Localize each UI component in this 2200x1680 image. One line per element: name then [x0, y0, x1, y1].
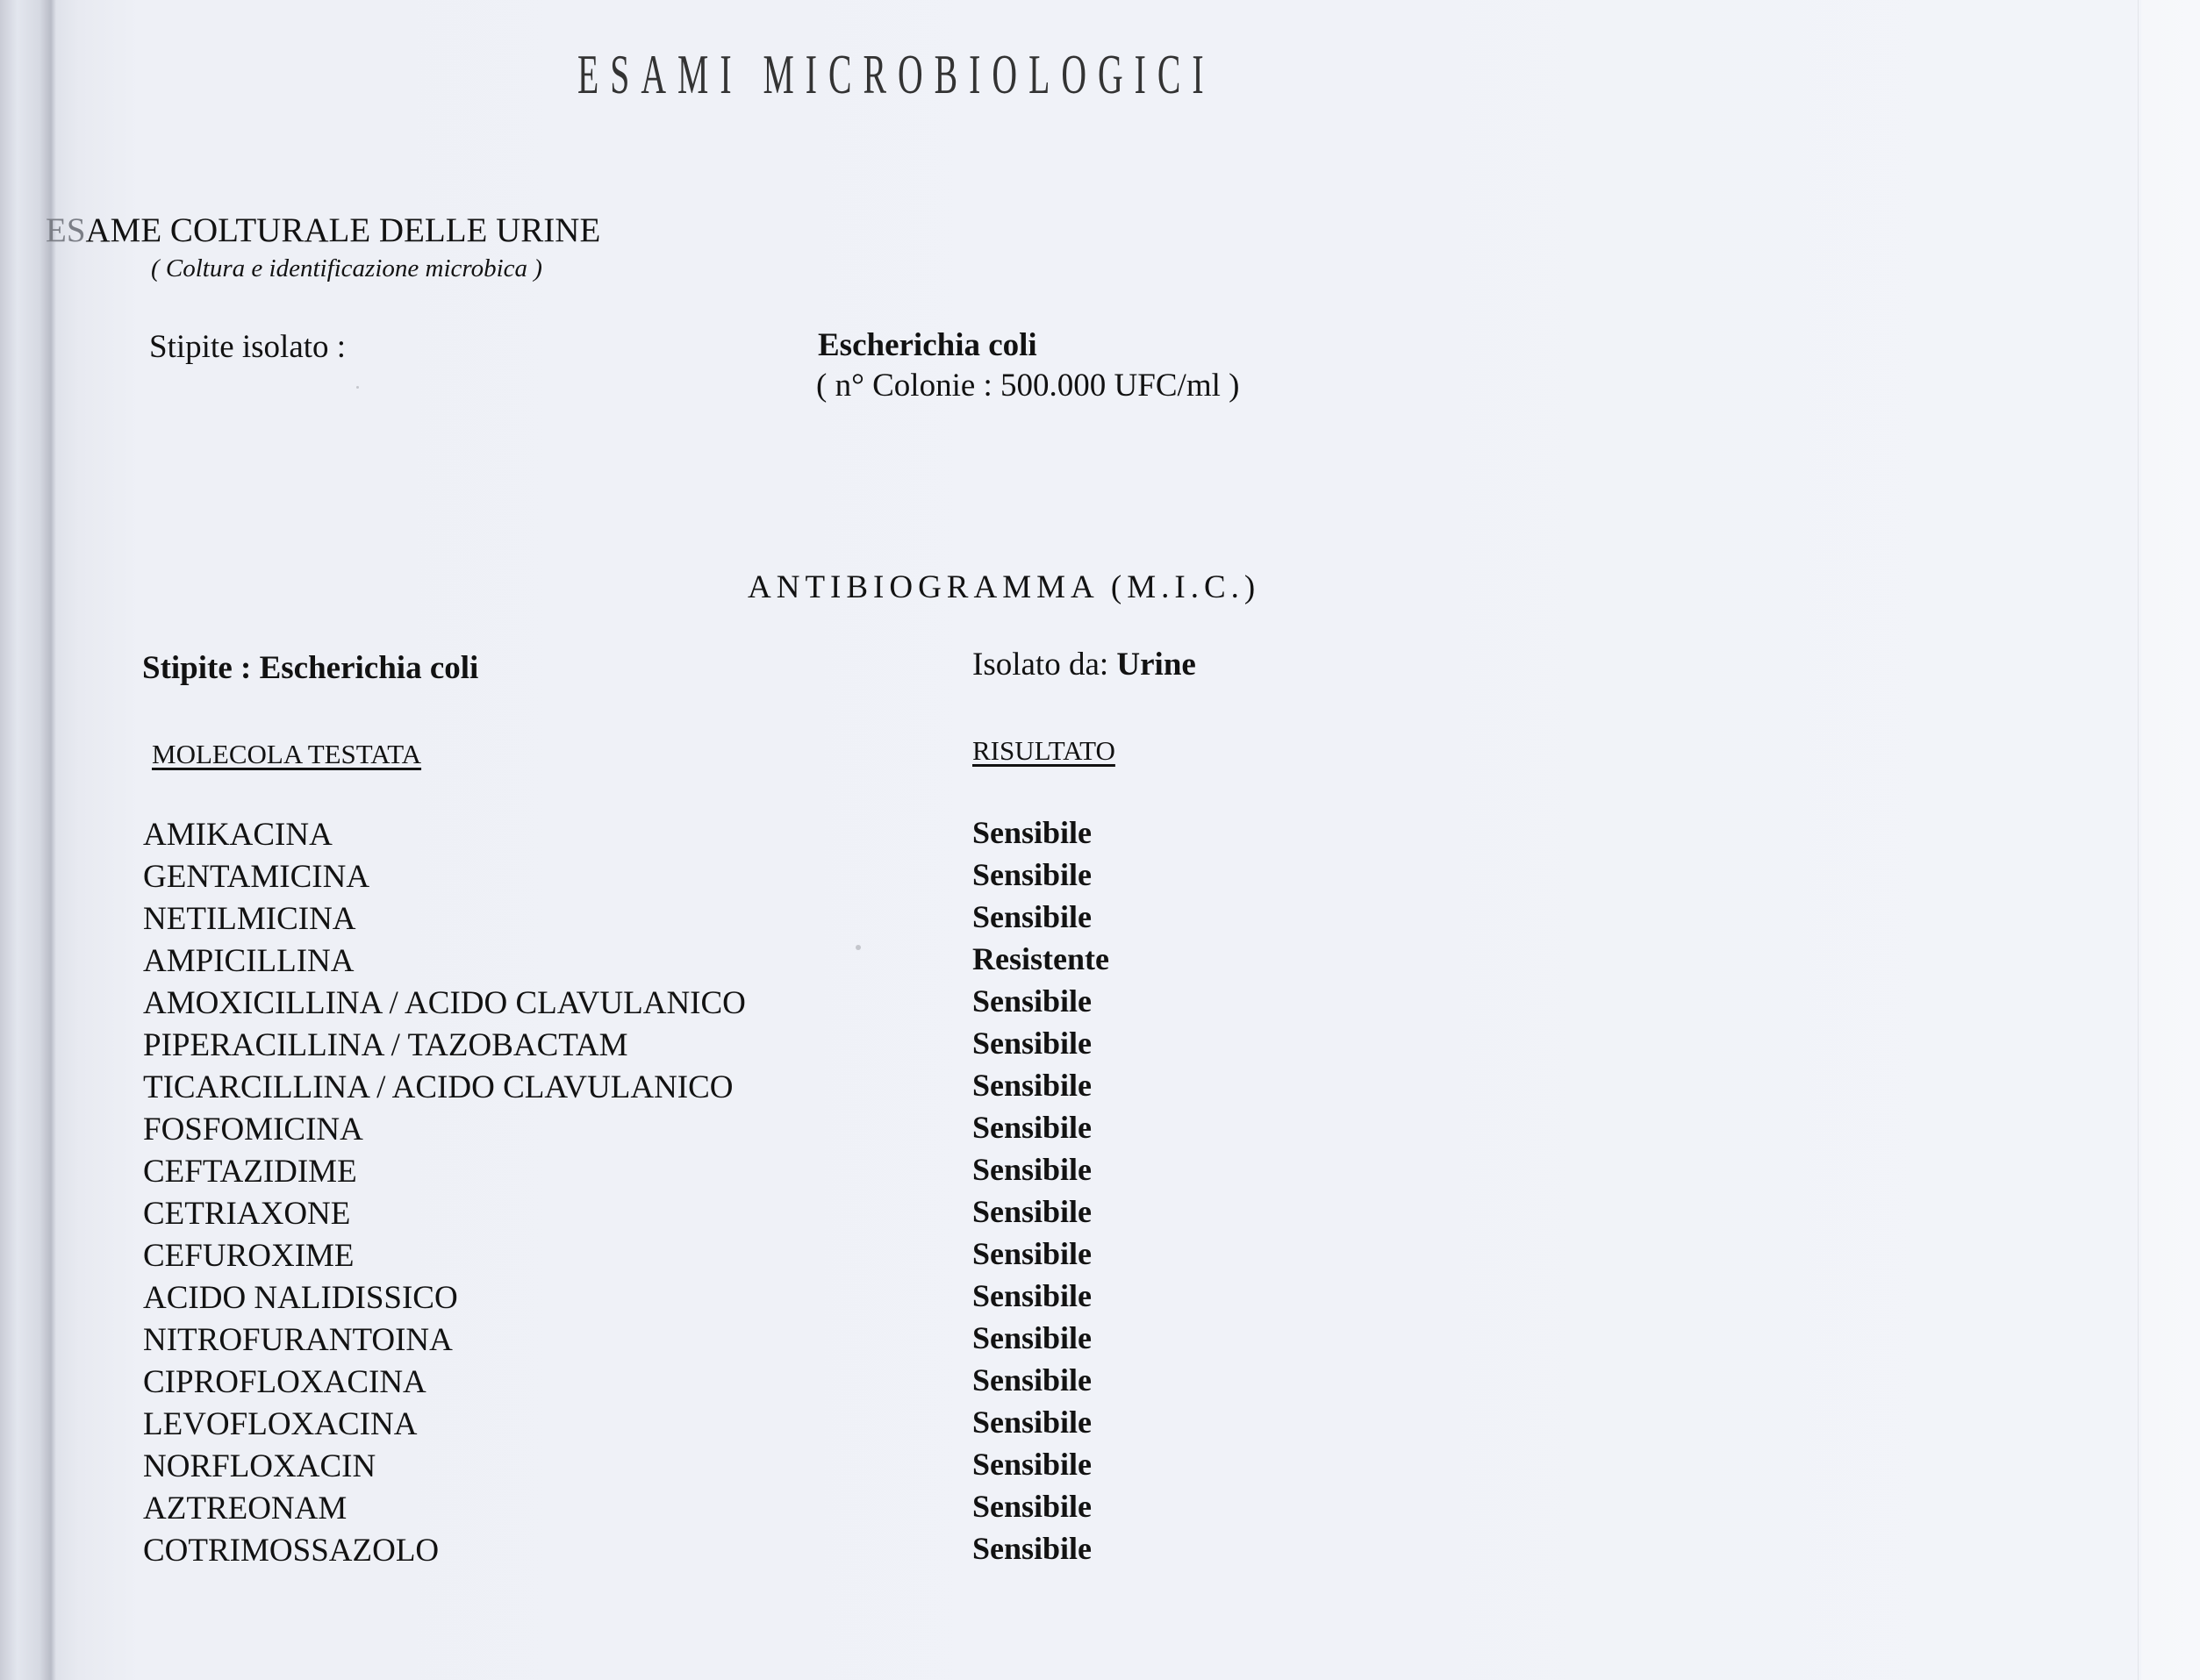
source-value: Urine — [1116, 647, 1196, 683]
result-value: Sensibile — [972, 1447, 1093, 1482]
table-row — [0, 1069, 2200, 1111]
molecule-name: CIPROFLOXACINA — [143, 1364, 426, 1400]
molecule-name: ACIDO NALIDISSICO — [143, 1280, 458, 1316]
molecule-name: GENTAMICINA — [143, 859, 370, 895]
table-row — [0, 816, 2200, 858]
result-value: Sensibile — [972, 857, 1093, 892]
table-row — [0, 1448, 2200, 1490]
table-row — [0, 1279, 2200, 1321]
molecule-name: NORFLOXACIN — [143, 1448, 376, 1484]
section-title — [46, 211, 600, 250]
table-row — [0, 1405, 2200, 1448]
table-row — [0, 858, 2200, 900]
result-value: Resistente — [972, 941, 1109, 976]
section-title-text: AME COLTURALE DELLE URINE — [85, 211, 601, 249]
molecule-name: CEFUROXIME — [143, 1238, 355, 1274]
column-header-molecule: MOLECOLA TESTATA — [152, 739, 422, 769]
molecule-name: AMOXICILLINA / ACIDO CLAVULANICO — [143, 985, 746, 1021]
result-value: Sensibile — [972, 1152, 1093, 1187]
molecule-name: CETRIAXONE — [143, 1196, 351, 1232]
isolate-label: Stipite isolato : — [149, 329, 347, 365]
table-row — [0, 942, 2200, 984]
document-title: ESAMI MICROBIOLOGICI — [577, 43, 1215, 105]
table-row — [0, 1363, 2200, 1405]
table-row — [0, 1026, 2200, 1069]
table-row — [0, 1195, 2200, 1237]
section-title-faded-prefix: ES — [46, 211, 86, 249]
table-row — [0, 1490, 2200, 1532]
molecule-name: AMIKACINA — [143, 817, 333, 853]
molecule-name: PIPERACILLINA / TAZOBACTAM — [143, 1027, 628, 1063]
column-header-result: RISULTATO — [972, 735, 1115, 766]
section-subtitle: ( Coltura e identificazione microbica ) — [151, 254, 542, 282]
molecule-name: AMPICILLINA — [143, 943, 355, 979]
strain-label: Stipite : Escherichia coli — [142, 650, 479, 686]
result-value: Sensibile — [972, 983, 1093, 1019]
result-value: Sensibile — [972, 899, 1093, 934]
result-value: Sensibile — [972, 1110, 1093, 1145]
table-row — [0, 1111, 2200, 1153]
result-value: Sensibile — [972, 1362, 1093, 1398]
molecule-name: NITROFURANTOINA — [143, 1322, 453, 1358]
result-value: Sensibile — [972, 1236, 1093, 1271]
result-value: Sensibile — [972, 1320, 1093, 1355]
table-row — [0, 984, 2200, 1026]
result-value: Sensibile — [972, 1405, 1093, 1440]
result-value: Sensibile — [972, 1489, 1093, 1524]
result-value: Sensibile — [972, 1531, 1093, 1566]
antibiogram-heading: ANTIBIOGRAMMA (M.I.C.) — [748, 569, 1261, 605]
molecule-name: COTRIMOSSAZOLO — [143, 1533, 440, 1569]
molecule-name: TICARCILLINA / ACIDO CLAVULANICO — [143, 1069, 734, 1105]
table-row — [0, 1153, 2200, 1195]
molecule-name: AZTREONAM — [143, 1491, 348, 1526]
source-line — [972, 646, 1196, 683]
molecule-name: LEVOFLOXACINA — [143, 1406, 418, 1442]
molecule-name: NETILMICINA — [143, 901, 356, 937]
colony-count: ( n° Colonie : 500.000 UFC/ml ) — [816, 368, 1240, 404]
result-value: Sensibile — [972, 1026, 1093, 1061]
source-label: Isolato da: — [972, 647, 1109, 683]
table-row — [0, 1321, 2200, 1363]
scan-speck — [356, 386, 359, 389]
result-value: Sensibile — [972, 1278, 1093, 1313]
table-row — [0, 1532, 2200, 1574]
molecule-name: FOSFOMICINA — [143, 1112, 363, 1147]
table-row — [0, 900, 2200, 942]
result-value: Sensibile — [972, 1068, 1093, 1103]
isolate-organism: Escherichia coli — [818, 327, 1037, 363]
table-row — [0, 1237, 2200, 1279]
molecule-name: CEFTAZIDIME — [143, 1154, 357, 1190]
result-value: Sensibile — [972, 1194, 1093, 1229]
result-value: Sensibile — [972, 815, 1093, 850]
scan-speck — [856, 945, 861, 950]
